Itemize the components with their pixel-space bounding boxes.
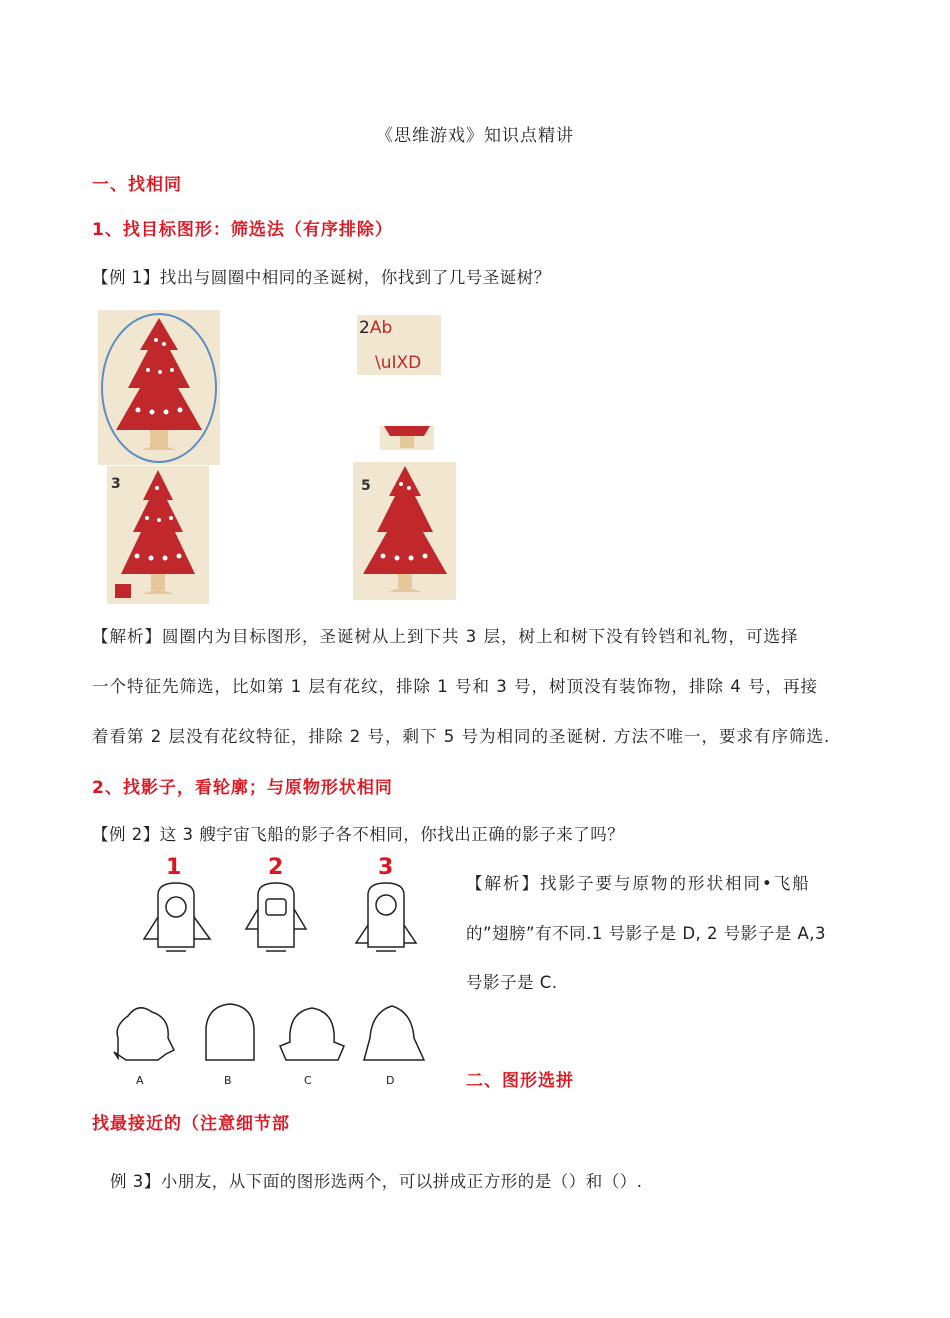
section-heading-2: 二、图形选拼 <box>466 1071 574 1091</box>
ship-1-label: 1 <box>166 855 182 880</box>
shadows-figure <box>108 998 438 1093</box>
analysis-2-line-3: 号影子是 C. <box>466 973 558 992</box>
subheading-1: 1、找目标图形：筛选法（有序排除） <box>92 220 393 240</box>
analysis-2-line-2: 的”翅膀”有不同.1 号影子是 D, 2 号影子是 A,3 <box>466 924 827 943</box>
img-text-b: \uIXD <box>375 353 422 373</box>
tree-3-label: 3 <box>111 476 121 492</box>
subheading-3-clipped: 找最接近的（注意细节部 <box>92 1114 290 1134</box>
example-3-question: 例 3】小朋友，从下面的图形选两个，可以拼成正方形的是（）和（）. <box>110 1172 643 1191</box>
shadow-label-a: A <box>136 1074 144 1087</box>
tree-2-placeholder <box>357 315 441 375</box>
section-heading-1: 一、找相同 <box>92 175 182 195</box>
shadow-label-c: C <box>304 1074 312 1087</box>
tree-in-circle-graphic <box>98 310 220 465</box>
tree-5-label: 5 <box>361 478 371 494</box>
analysis-1-line-3: 着看第 2 层没有花纹特征，排除 2 号，剩下 5 号为相同的圣诞树. 方法不唯一，要求有序筛选. <box>92 727 831 746</box>
subheading-2: 2、找影子，看轮廓；与原物形状相同 <box>92 778 393 798</box>
shadow-label-b: B <box>224 1074 232 1087</box>
tree-4-fragment <box>380 426 434 450</box>
ship-2-label: 2 <box>268 855 284 880</box>
img-text-a: Ab <box>369 318 393 338</box>
target-tree-image <box>98 310 220 465</box>
shadow-outlines <box>108 998 438 1068</box>
ship-3-label: 3 <box>378 855 394 880</box>
example-2-question: 【例 2】这 3 艘宇宙飞船的影子各不相同，你找出正确的影子来了吗？ <box>92 825 625 844</box>
analysis-1-line-1: 【解析】圆圈内为目标图形，圣诞树从上到下共 3 层，树上和树下没有铃铛和礼物，可选择 <box>92 627 799 646</box>
tree-3-image <box>107 466 209 604</box>
document-title: 《思维游戏》知识点精讲 <box>376 126 574 146</box>
analysis-1-line-2: 一个特征先筛选，比如第 1 层有花纹，排除 1 号和 3 号，树顶没有装饰物，排除 4 号，再接 <box>92 677 818 696</box>
shadow-label-d: D <box>386 1074 395 1087</box>
spaceships-figure <box>130 855 450 970</box>
img-text-a-digit: 2 <box>359 318 370 338</box>
analysis-2-line-1: 【解析】找影子要与原物的形状相同•飞船 <box>466 874 811 893</box>
example-1-question: 【例 1】找出与圆圈中相同的圣诞树，你找到了几号圣诞树？ <box>92 268 551 287</box>
tree-5-image <box>353 462 456 600</box>
